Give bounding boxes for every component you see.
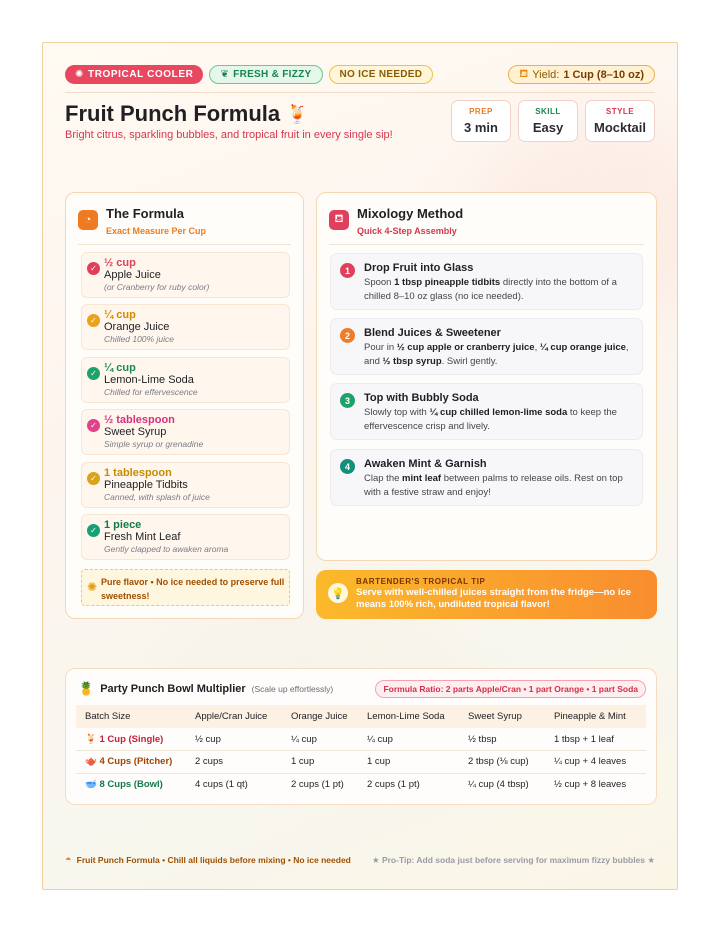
stat-style: STYLE Mocktail (585, 100, 655, 142)
divider (65, 92, 655, 93)
page-title: Fruit Punch Formula 🍹 (65, 101, 309, 126)
ingredient-item: ✓ ¼ cup Lemon-Lime Soda Chilled for effervescence (81, 357, 290, 403)
tropical-drink-icon: 🍹 (286, 103, 309, 124)
multiplier-table (76, 705, 646, 796)
table-row: 🍹 1 Cup (Single) ½ cup ¼ cup ¼ cup ½ tbsp 1 tbsp + 1 leaf (76, 728, 646, 751)
method-step: 2 Blend Juices & Sweetener Pour in ½ cup apple or cranberry juice, ¼ cup orange juice, and ½ tbsp syrup. Swirl gently. (330, 318, 643, 375)
pro-tip: ★ Pro-Tip: Add soda just before serving for maximum fizzy bubbles ★ (371, 855, 655, 865)
leaf-icon: ❦ (220, 69, 230, 80)
lightbulb-icon: 💡 (328, 583, 348, 603)
batch-size-cell: 🫖 4 Cups (Pitcher) (76, 751, 186, 774)
batch-size-cell: 🍹 1 Cup (Single) (76, 728, 186, 751)
tag-tropical-cooler: ✺ TROPICAL COOLER (65, 65, 203, 84)
tag-no-ice: NO ICE NEEDED (329, 65, 434, 84)
sparkle-icon: ✺ (87, 580, 98, 594)
tag-row (65, 65, 433, 84)
drink-icon: 🍹 (85, 733, 97, 745)
stat-prep: PREP 3 min (451, 100, 511, 142)
stat-skill: SKILL Easy (518, 100, 578, 142)
method-step: 3 Top with Bubbly Soda Slowly top with ¼ cup chilled lemon-lime soda to keep the effervescence crisp and lively. (330, 383, 643, 440)
step-description: Pour in ½ cup apple or cranberry juice, ¼ cup orange juice, and ½ tbsp syrup. Swirl gently. (364, 342, 629, 367)
multiplier-header: 🍍 Party Punch Bowl Multiplier (Scale up effortlessly) (78, 681, 334, 696)
citrus-slice-icon: ◓ (65, 854, 72, 866)
citrus-slice-icon: ◔ (78, 210, 98, 230)
check-icon: ✓ (87, 524, 100, 537)
method-header: ⛾ Mixology Method Quick 4-Step Assembly (329, 205, 463, 236)
ingredient-item: ✓ 1 tablespoon Pineapple Tidbits Canned, with splash of juice (81, 462, 290, 508)
formula-note: ✺ Pure flavor • No ice needed to preserve full sweetness! (81, 569, 290, 606)
ingredient-item: ✓ ½ cup Apple Juice (or Cranberry for ruby color) (81, 252, 290, 298)
batch-size-cell: 🥣 8 Cups (Bowl) (85, 779, 163, 790)
ingredient-item: ✓ ½ tablespoon Sweet Syrup Simple syrup or grenadine (81, 409, 290, 455)
recipe-card (42, 42, 678, 890)
footer: ◓ Fruit Punch Formula • Chill all liquids before mixing • No ice needed (65, 854, 351, 866)
formula-panel (65, 192, 304, 619)
cup-icon: ⛾ (519, 67, 529, 80)
ingredient-item: ✓ ¼ cup Orange Juice Chilled 100% juice (81, 304, 290, 350)
sparkle-icon: ✺ (75, 69, 84, 80)
pineapple-icon: 🍍 (78, 681, 95, 696)
method-step: 4 Awaken Mint & Garnish Clap the mint leaf between palms to release oils. Rest on top with a festive straw and enjoy! (330, 449, 643, 506)
formula-header: ◔ The Formula Exact Measure Per Cup (78, 205, 206, 236)
check-icon: ✓ (87, 314, 100, 327)
stats-row (451, 100, 655, 142)
ingredient-item: ✓ 1 piece Fresh Mint Leaf Gently clapped to awaken aroma (81, 514, 290, 560)
check-icon: ✓ (87, 367, 100, 380)
bartender-tip: 💡 BARTENDER'S TROPICAL TIP Serve with well-chilled juices straight from the fridge—no ice means 100% rich, undiluted tropical flavor! (316, 570, 657, 619)
table-row: 🥣 8 Cups (Bowl) 4 cups (1 qt) 2 cups (1 pt) 2 cups (1 pt) ¼ cup (4 tbsp) ½ cup + 8 leaves (76, 773, 646, 796)
multiplier-panel (65, 668, 657, 805)
tag-fresh-fizzy: ❦ FRESH & FIZZY (209, 65, 322, 84)
table-row: 🫖 4 Cups (Pitcher) 2 cups 1 cup 1 cup 2 tbsp (⅛ cup) ¼ cup + 4 leaves (76, 751, 646, 774)
ratio-badge: Formula Ratio: 2 parts Apple/Cran • 1 part Orange • 1 part Soda (375, 680, 646, 698)
method-panel (316, 192, 657, 561)
check-icon: ✓ (87, 419, 100, 432)
check-icon: ✓ (87, 472, 100, 485)
page-subtitle: Bright citrus, sparkling bubbles, and tropical fruit in every single sip! (65, 129, 393, 141)
divider (329, 244, 644, 245)
step-description: Slowly top with ¼ cup chilled lemon-lime soda to keep the effervescence crisp and lively. (364, 407, 617, 432)
yield-badge: ⛾ Yield: 1 Cup (8–10 oz) (508, 65, 655, 84)
bowl-icon: 🥣 (85, 779, 97, 790)
method-step: 1 Drop Fruit into Glass Spoon 1 tbsp pineapple tidbits directly into the bottom of a chilled 8–10 oz glass (no ice needed). (330, 253, 643, 310)
check-icon: ✓ (87, 262, 100, 275)
pitcher-icon: 🫖 (85, 756, 97, 768)
drink-cup-icon: ⛾ (329, 210, 349, 230)
divider (78, 244, 291, 245)
table-header-row: Batch Size Apple/Cran Juice Orange Juice Lemon-Lime Soda Sweet Syrup Pineapple & Mint (76, 705, 646, 728)
step-description: Clap the mint leaf between palms to release oils. Rest on top with a festive straw and enjoy! (364, 473, 623, 498)
step-description: Spoon 1 tbsp pineapple tidbits directly into the bottom of a chilled 8–10 oz glass (no ice needed). (364, 277, 617, 302)
